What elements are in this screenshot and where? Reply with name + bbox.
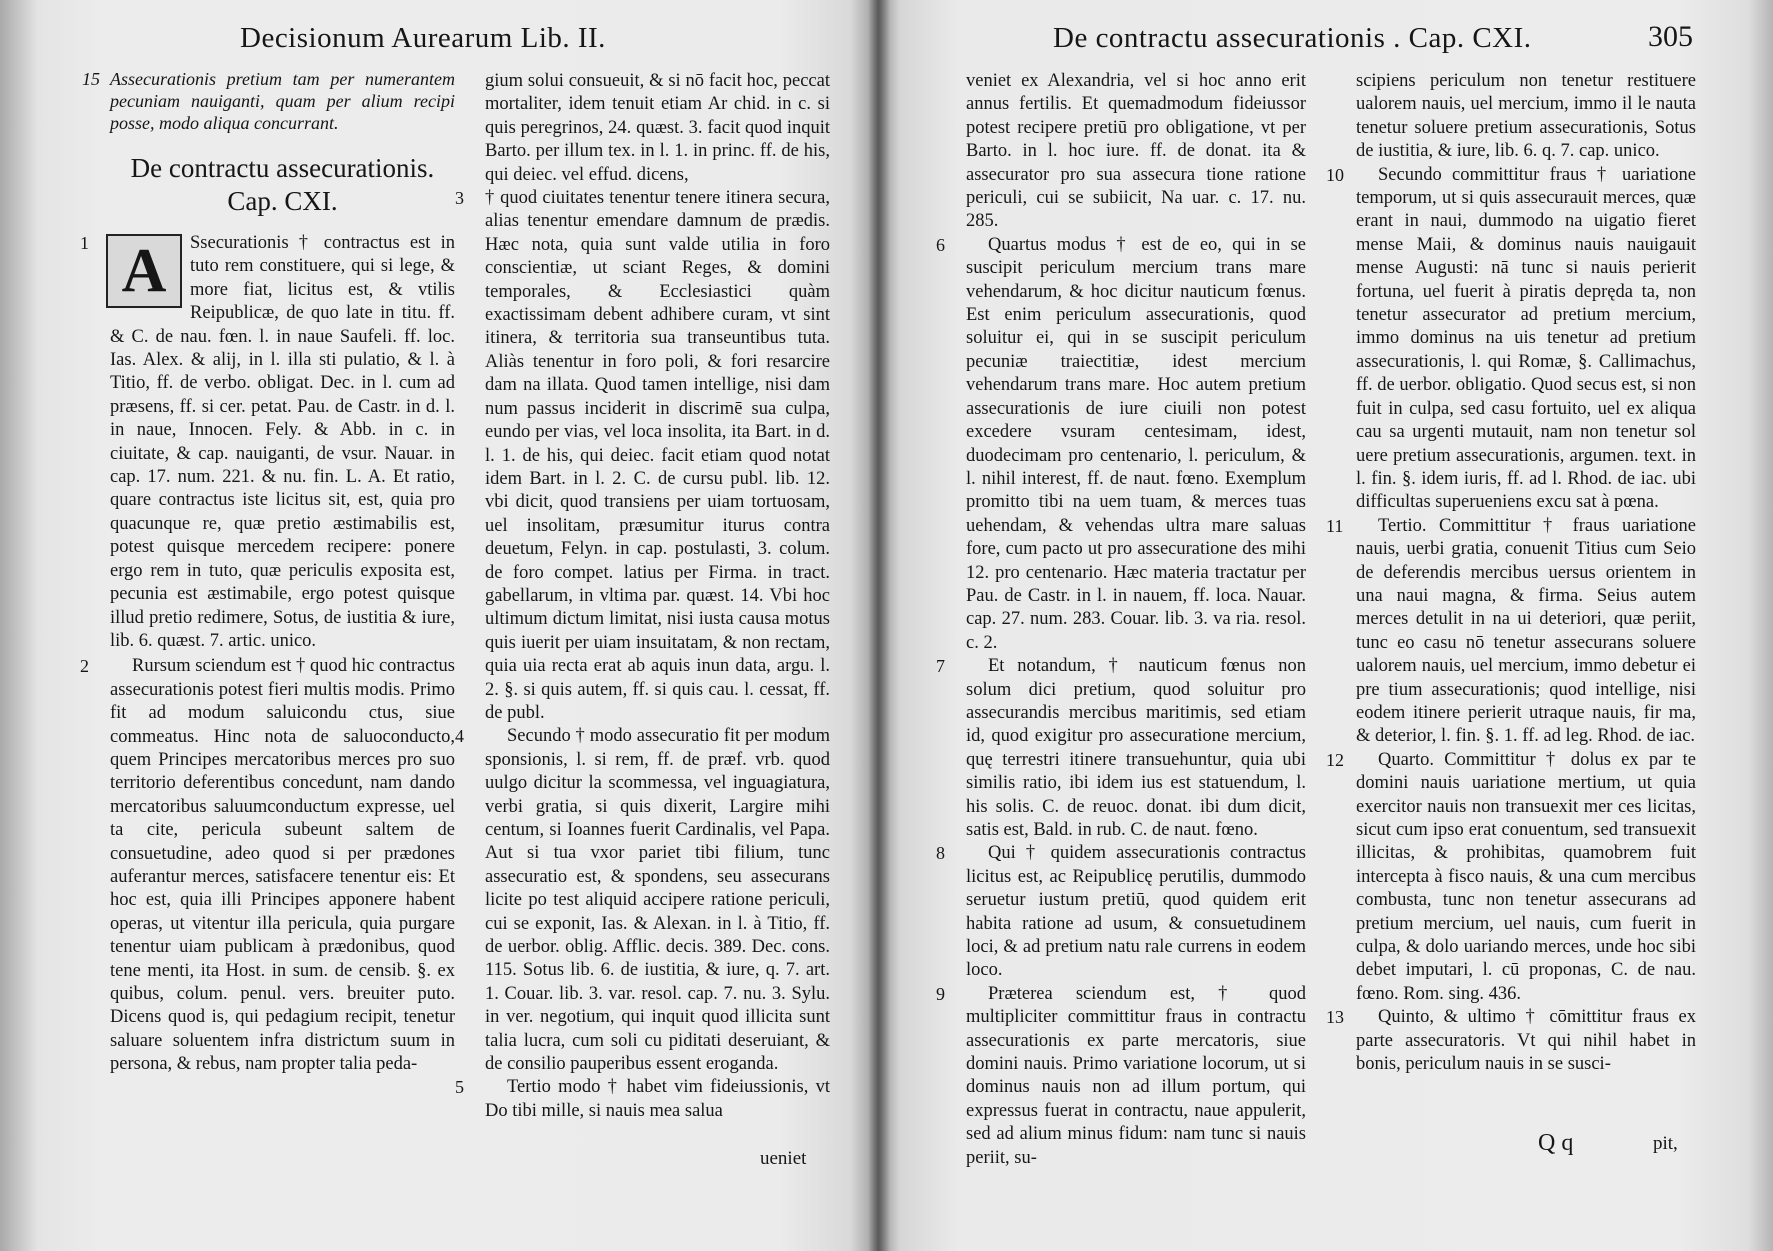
paragraph-number: 9 — [936, 983, 945, 1004]
dropcap-letter: A — [121, 237, 167, 305]
paragraph-text: scipiens periculum non tenetur restituere ualorem nauis, uel mercium, immo il le nauta tenetur soluere pretium assecurationis, Sotus de iustitia, & iure, lib. 6. q. 7. cap. unico. — [1356, 71, 1696, 162]
paragraph-text: Qui † quidem assecurationis contractus licitus est, ac Reipublicę perutilis, dummodo seruetur iustum pretiū, quod quidem erit habita ratione ad usum, & consuetudinem loci, & ad pretium natu rale currens in eodem loco. — [966, 843, 1306, 981]
right-catchword: pit, — [1653, 1133, 1678, 1154]
paragraph-number: 7 — [936, 656, 945, 677]
paragraph-13 — [1326, 1006, 1696, 1076]
paragraph-6 — [936, 234, 1306, 655]
left-column-2 — [455, 70, 830, 1123]
paragraph-text: Rursum sciendum est † quod hic contractus assecurationis potest fieri multis modis. Primo fit ad modum saluicondu ctus, siue commeatus. Hinc nota de saluoconducto, quem Principes mercatoribus merces pro suo territorio deferentibus concedunt, nam dando mercatoribus saluumconductum expresse, uel ta cite, pericula subeunt saltem de consuetudine, adeo quod si per prædones auferantur merces, satisfacere tenentur eis: Et hoc est, quia illi Principes apponere habent operas, ut vitentur illa pericula, quia purgare tenentur uiam publicam à prædonibus, quod tene menti, ita Host. in sum. de censib. §. ex quibus, colum. penul. vers. breuiter puto. Dicens quod is, qui pedagium recipit, tenetur saluare soluentem infra districtum suum in persona, & rebus, nam propter talia peda- — [110, 656, 455, 1075]
right-column-2 — [1326, 70, 1696, 1076]
right-running-head: De contractu assecurationis . Cap. CXI. — [1053, 22, 1532, 54]
paragraph-text: Secundo † modo assecuratio fit per modum sponsionis, l. si rem, ff. de præf. vrb. quod uulgo dicitur la scommessa, vel inguagiatura, verbi gratia, si quis dixerit, Largire mihi centum, si Ioannes fuerit Cardinalis, vel Papa. Aut si tua vxor pariet tibi filium, tunc assecuratio est, & spondens, seu assecurans licite po test aliquid accipere ratione periculi, cui se exponit, Ias. & Alexan. in l. à Titio, ff. de uerbor. oblig. Afflic. decis. 389. Dec. cons. 115. Sotus lib. 6. de iustitia, & iure, q. 7. art. 1. Couar. lib. 3. var. resol. cap. 7. nu. 3. Sylu. in ver. negotium, qui inquit quod illicita sunt talia lucra, cum soli cu piditati deseruiant, & de consilio pauperibus essent eroganda. — [485, 726, 830, 1075]
paragraph-number: 11 — [1326, 515, 1344, 536]
paragraph-5 — [455, 1076, 830, 1123]
left-page — [0, 0, 878, 1251]
dropcap-ornament — [106, 234, 182, 308]
summary-number: 15 — [82, 69, 100, 89]
paragraph-text: Quinto, & ultimo † cōmittitur fraus ex parte assecuratoris. Vt qui nihil habet in bonis, periculum nauis in se susci- — [1356, 1007, 1696, 1075]
left-running-head: Decisionum Aurearum Lib. II. — [240, 22, 606, 54]
left-catchword: ueniet — [760, 1148, 807, 1169]
paragraph-text: Quarto. Committitur † dolus ex par te domini nauis uariatione mertium, ut quia exercitor nauis non transuexit mer ces licitas, sicut cum ipso erat conuentum, sed transuexit illicitas, & prohibitas, quamobrem fuit intercepta à fisco nauis, & una cum mercibus combusta, tunc non tenetur assecurans ad pretium mercium, uel nauis, cum fuerit in culpa, & dolo uariando merces, unde hoc sibi debet imputari, l. cū proponas, C. de nau. fœno. Rom. sing. 436. — [1356, 749, 1696, 1004]
paragraph-number: 12 — [1326, 749, 1344, 770]
paragraph-text: Tertio modo † habet vim fideiussionis, vt Do tibi mille, si nauis mea salua — [485, 1077, 830, 1121]
paragraph-1 — [80, 232, 455, 653]
summary-text: Assecurationis pretium tam per numerantem pecuniam nauiganti, quam per alium recipi posse, modo aliqua concurrant. — [110, 69, 455, 133]
paragraph-12 — [1326, 749, 1696, 1006]
paragraph-9 — [936, 983, 1306, 1170]
paragraph-text: Secundo committitur fraus † uariatione temporum, ut si quis assecurauit merces, quæ erant in naui, dummodo na uigatio fieret mense Maii, & dominus nauis nauigauit mense Augusti: nā tunc si nauis perierit fortuna, uel fuerit à piratis depręda ta, non tenetur assecurator ad pretium mercium, immo dominus na uis tenetur ad pretium assecurationis, l. qui Romæ, §. Callimachus, ff. de uerbor. obligatio. Quod secus est, si non fuit in culpa, sed casu fortuito, uel ex aliqua cau sa urgenti mutauit, nam non tenetur sol uere pretium assecurationis, argumen. text. in l. fin. §. idem iuris, ff. ad l. Rhod. de iac. ubi difficultas superueniens excu sat à pœna. — [1356, 164, 1696, 513]
paragraph-2 — [80, 655, 455, 1076]
paragraph-number: 5 — [455, 1077, 464, 1098]
paragraph-text: veniet ex Alexandria, vel si hoc anno erit annus fertilis. Et quemadmodum fideiussor potest recipere pretiū pro obligatione, vt per Barto. in l. hoc iure. ff. de donat. ita & assecurator pro sua assecura tione ratione periculi, cui se subiicit, Na uar. c. 17. nu. 285. — [966, 71, 1306, 232]
paragraph-3 — [455, 187, 830, 725]
paragraph-10 — [1326, 164, 1696, 515]
right-column-1 — [936, 70, 1306, 1170]
paragraph-text: † quod ciuitates tenentur tenere itinera secura, alias tenentur emendare damnum de prædis. Hæc nota, quia sunt valde utilia in foro conscientiæ, ut sciant Reges, & domini temporales, & Ecclesiastici quàm exactissimam debent adhibere curam, vt sint itinera, & territoria sua transeuntibus tuta. Aliàs tenentur in foro poli, & fori resarcire dam na illata. Quod tamen intellige, nisi dam num passus inciderit in discrimē sua culpa, eundo per vias, vel loca insolita, ita Bart. in d. l. 1. de his, qui deiec. facit etiam quod notat idem Bart. in l. 2. C. de cursu publ. lib. 12. vbi dicit, quod transiens per uiam tortuosam, uel insolitam, præsumitur iturus contra deuetum, Felyn. in cap. postulasti, 3. colum. de foro compet. latius per Firma. in tract. gabellarum, in vltima par. quæst. 14. Vbi hoc ultimum dictum limitat, nisi iusta causa motus quis iuerit per uiam insuitatam, & non rectam, quia uia recta erat ab aquis inun data, argu. l. 2. §. si quis autem, ff. si quis cau. l. cessat, ff. de publ. — [485, 188, 830, 723]
paragraph-text: Tertio. Committitur † fraus uariatione nauis, uerbi gratia, conuenit Titius cum Seio de deferendis mercibus uersus orientem in una naui magna, & firma. Seius autem merces detulit in na ui deteriori, quæ periit, tunc eo casu nō tenetur assecurans soluere ualorem nauis, uel mercium, immo debetur ei pre tium assecurationis; quod intellige, nisi eodem itinere perierit utraque nauis, fir ma, & deterior, l. fin. §. 1. ff. ad leg. Rhod. de iac. — [1356, 515, 1696, 747]
paragraph-continued — [485, 70, 830, 187]
chapter-summary — [82, 68, 455, 134]
paragraph-continued — [1356, 70, 1696, 164]
right-page — [878, 0, 1773, 1251]
paragraph-continued — [966, 70, 1306, 234]
paragraph-text: Præterea sciendum est, † quod multipliciter committitur fraus in contractu assecurationis ex parte mercatoris, siue domini nauis. Primo variatione locorum, ut si dominus nauis non ad illum portum, qui expressus fuerat in contractu, naue appulerit, sed ad alium minus fidum: nam tunc si nauis periit, su- — [966, 983, 1306, 1168]
paragraph-text: gium solui consueuit, & si nō facit hoc, peccat mortaliter, idem tenuit etiam Ar chid. in c. si quis peregrinos, 24. quæst. 3. facit quod inquit Barto. per illum tex. in l. 1. in princ. ff. de his, qui deiec. vel effud. dicens, — [485, 71, 830, 185]
page-number: 305 — [1648, 20, 1693, 53]
paragraph-number: 10 — [1326, 164, 1344, 185]
chapter-heading — [110, 152, 455, 218]
left-column-1 — [80, 68, 455, 1077]
chapter-number: Cap. CXI. — [227, 186, 338, 216]
paragraph-text: Quartus modus † est de eo, qui in se suscipit periculum mercium trans mare vehendarum, & hoc dicitur nauticum fœnus. Est enim periculum assecurationis, quod soluitur ei, qui in se suscipit periculum pecuniæ traiectitiæ, idest mercium vehendarum trans mare. Hoc autem pretium assecurationis de iure ciuili non potest excedere vsuram centesimam, idest, duodecimam pro centenario, l. periculum, & l. nihil interest, ff. de naut. fœno. Exemplum promitto tibi na uem tuam, & merces tuas uehendam, & vehendas ultra mare saluas fore, cum pacto ut pro assecuratione des mihi 12. pro centenario. Hæc materia tractatur per Pau. de Castr. in l. in nauem, ff. loca. Nauar. cap. 27. num. 283. Couar. lib. 3. va ria. resol. c. 2. — [966, 234, 1306, 653]
paragraph-4 — [455, 725, 830, 1076]
paragraph-number: 6 — [936, 234, 945, 255]
paragraph-number: 4 — [455, 726, 464, 747]
paragraph-number: 8 — [936, 843, 945, 864]
paragraph-11 — [1326, 515, 1696, 749]
paragraph-number: 2 — [80, 656, 89, 677]
paragraph-text: Ssecurationis † contractus est in tuto rem constituere, qui si lege, & more fiat, licitus est, & vtilis Reipublicæ, de quo late in titu. ff. & C. de nau. fœn. l. in naue Saufeli. ff. loc. Ias. Alex. & alij, in l. illa sti pulatio, & l. à Titio, ff. de verbo. obligat. Dec. in l. cum ad præsens, ff. si cer. petat. Pau. de Castr. in d. l. in naue, Innocen. Fely. & Abb. in c. in ciuitate, & cap. nauiganti, de vsur. Nauar. in cap. 17. num. 221. & nu. fin. L. A. Et ratio, quare contractus iste licitus sit, est, quia pro quacunque re, quæ pretio æstimabilis est, potest quisque mercedem recipere: ponere ergo rem in tuto, quæ periculis exposita est, pecunia est æstimabile, ergo potest quisque illud pretio redimere, Sotus, de iustitia & iure, lib. 6. quæst. 7. artic. unico. — [110, 233, 455, 651]
paragraph-number: 13 — [1326, 1007, 1344, 1028]
paragraph-number: 1 — [80, 233, 89, 253]
paragraph-7 — [936, 655, 1306, 842]
signature-mark: Q q — [1538, 1130, 1574, 1156]
chapter-title: De contractu assecurationis. — [130, 153, 435, 183]
paragraph-text: Et notandum, † nauticum fœnus non solum dici pretium, quod soluitur pro assecurandis mercibus maritimis, sed etiam id, quod exigitur pro assecuratione mercium, quę terrestri itinere transuehuntur, quia ubi similis ratio, ibi idem ius est statuendum, l. his solis. C. de reuoc. donat. ibi dum dicit, satis est, Bald. in rub. C. de naut. fœno. — [966, 656, 1306, 840]
paragraph-number: 3 — [455, 188, 464, 209]
book-gutter — [868, 0, 890, 1251]
paragraph-8 — [936, 842, 1306, 982]
